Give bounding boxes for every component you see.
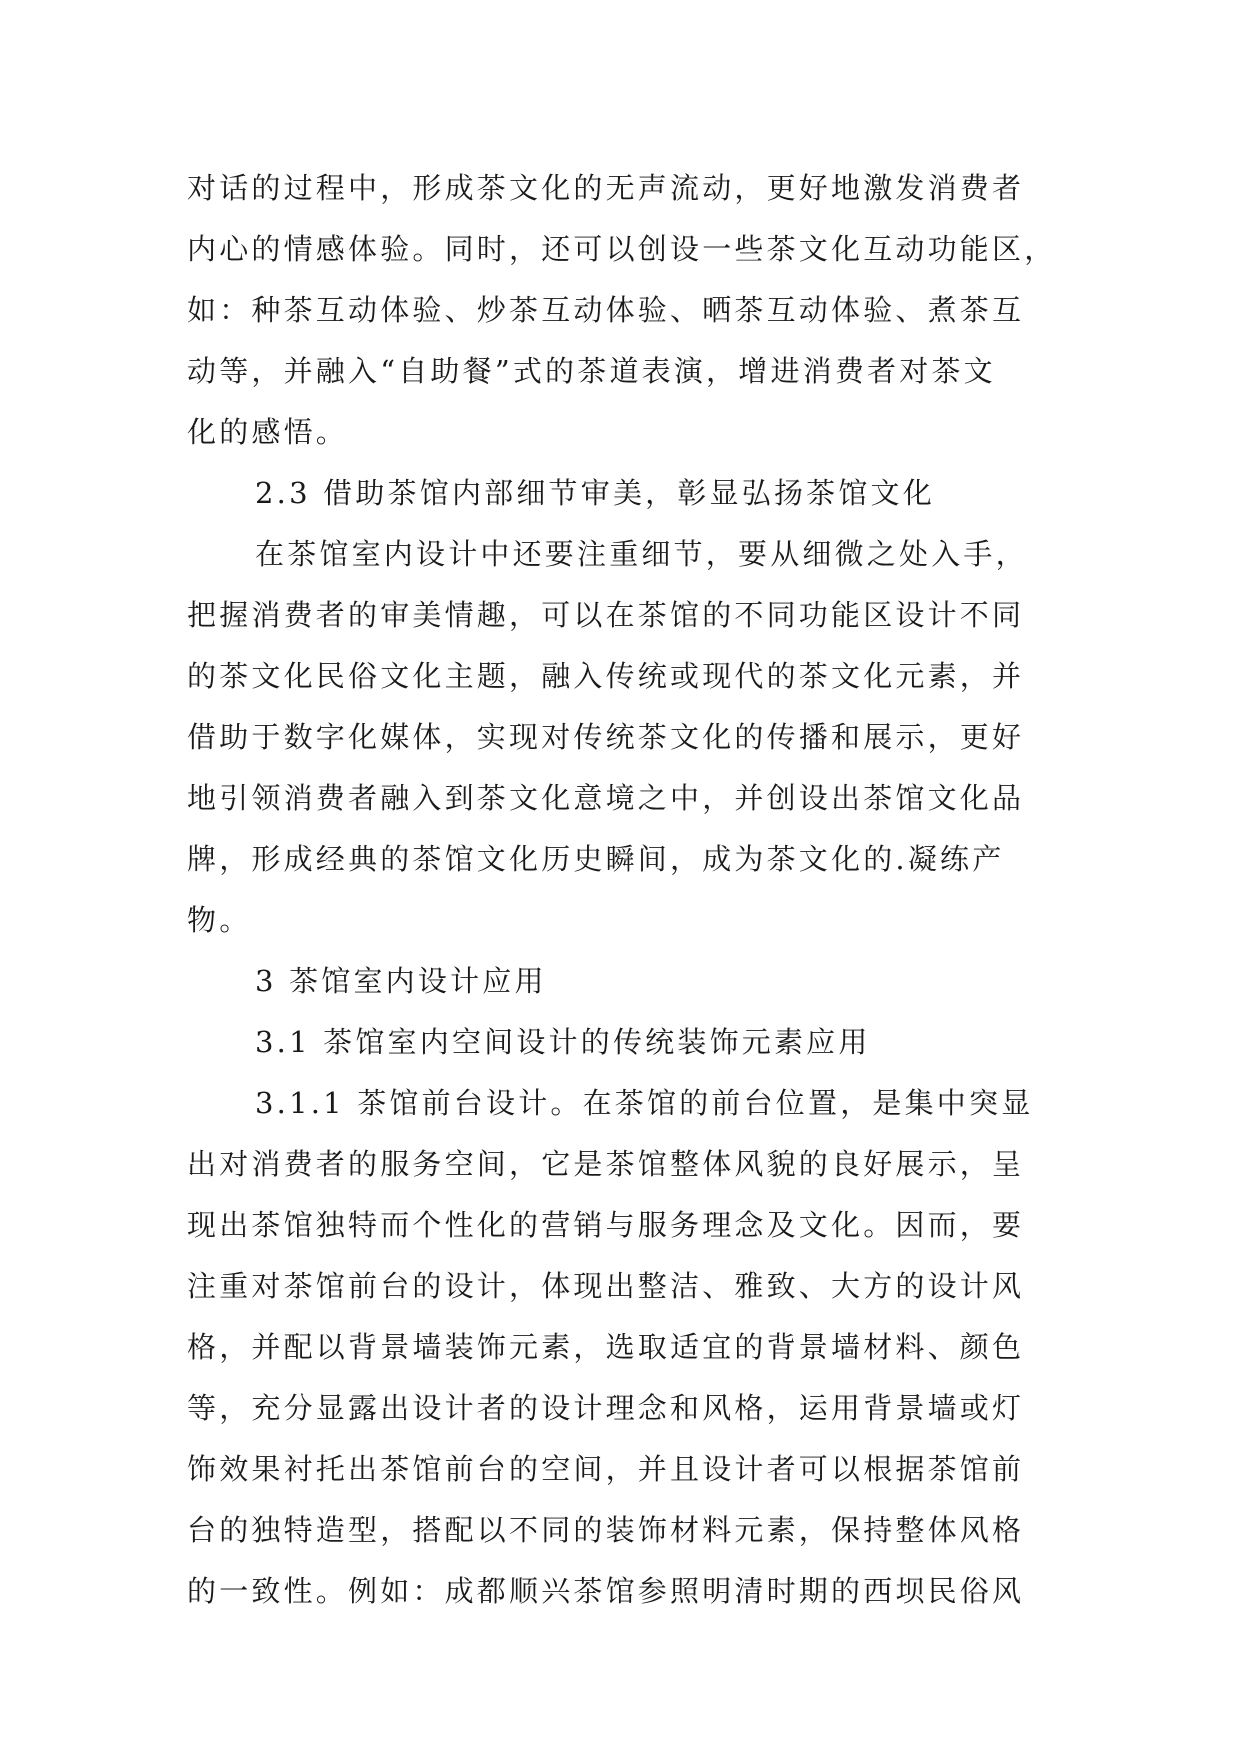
text-line: 把握消费者的审美情趣，可以在茶馆的不同功能区设计不同	[187, 598, 1025, 632]
text-line: 如：种茶互动体验、炒茶互动体验、晒茶互动体验、煮茶互	[187, 293, 1025, 327]
paragraph-first-line: 在茶馆室内设计中还要注重细节，要从细微之处入手，	[255, 537, 1028, 571]
text-line: 的一致性。例如：成都顺兴茶馆参照明清时期的西坝民俗风	[187, 1574, 1025, 1608]
paragraph-first-line: 3.1.1 茶馆前台设计。在茶馆的前台位置，是集中突显	[255, 1086, 1034, 1120]
text-line: 牌，形成经典的茶馆文化历史瞬间，成为茶文化的.凝练产	[187, 842, 1005, 876]
text-line: 格，并配以背景墙装饰元素，选取适宜的背景墙材料、颜色	[187, 1330, 1025, 1364]
text-line: 现出茶馆独特而个性化的营销与服务理念及文化。因而，要	[187, 1208, 1025, 1242]
text-line: 等，充分显露出设计者的设计理念和风格，运用背景墙或灯	[187, 1391, 1025, 1425]
section-heading: 2.3 借助茶馆内部细节审美，彰显弘扬茶馆文化	[255, 476, 935, 510]
text-line: 内心的情感体验。同时，还可以创设一些茶文化互动功能区，	[187, 232, 1057, 266]
text-line: 出对消费者的服务空间，它是茶馆整体风貌的良好展示，呈	[187, 1147, 1025, 1181]
text-line: 物。	[187, 903, 252, 937]
text-line: 饰效果衬托出茶馆前台的空间，并且设计者可以根据茶馆前	[187, 1452, 1025, 1486]
subsection-heading: 3.1 茶馆室内空间设计的传统装饰元素应用	[255, 1025, 871, 1059]
text-line: 地引领消费者融入到茶文化意境之中，并创设出茶馆文化品	[187, 781, 1025, 815]
text-line: 的茶文化民俗文化主题，融入传统或现代的茶文化元素，并	[187, 659, 1025, 693]
section-heading: 3 茶馆室内设计应用	[255, 964, 547, 998]
document-page	[187, 158, 1057, 1622]
text-line: 对话的过程中，形成茶文化的无声流动，更好地激发消费者	[187, 171, 1025, 205]
text-line: 动等，并融入“自助餐”式的茶道表演，增进消费者对茶文	[187, 354, 996, 388]
text-line: 借助于数字化媒体，实现对传统茶文化的传播和展示，更好	[187, 720, 1025, 754]
text-line: 台的独特造型，搭配以不同的装饰材料元素，保持整体风格	[187, 1513, 1025, 1547]
text-line: 注重对茶馆前台的设计，体现出整洁、雅致、大方的设计风	[187, 1269, 1025, 1303]
text-line: 化的感悟。	[187, 415, 349, 449]
